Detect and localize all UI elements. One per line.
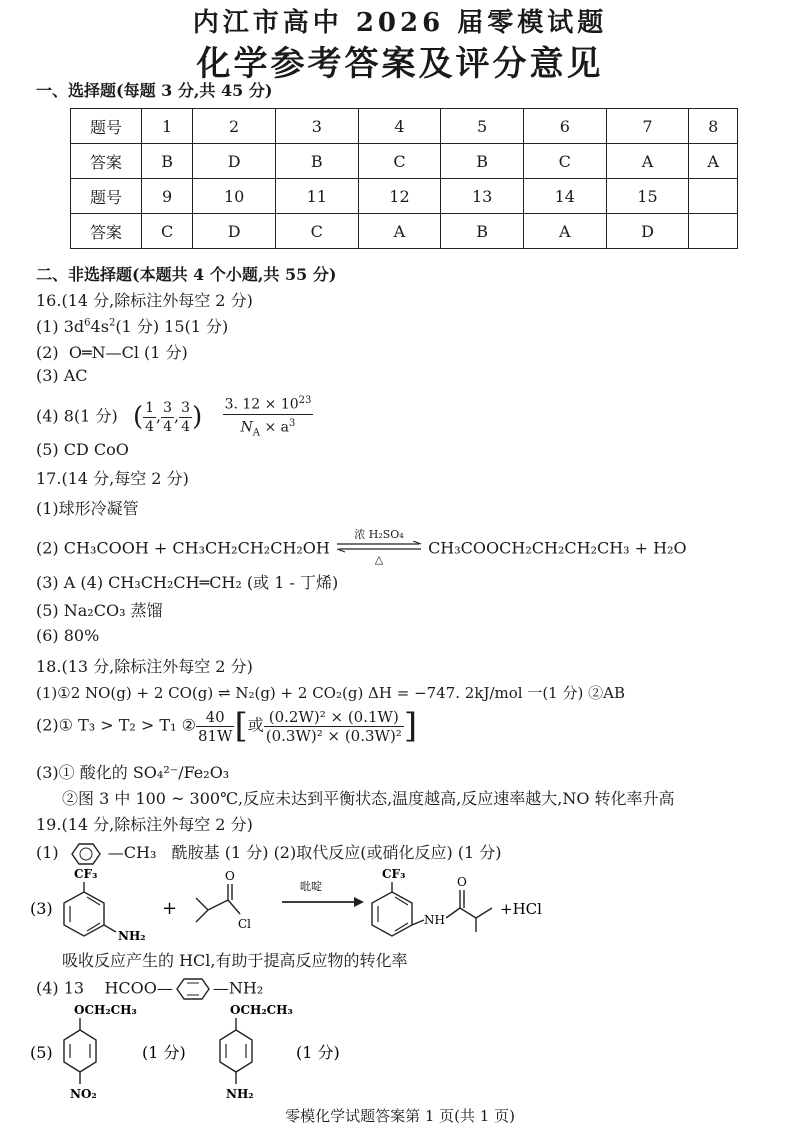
svg-text:NO₂: NO₂ (70, 1087, 97, 1101)
benzene-ring-icon (173, 978, 213, 1000)
answer-cell: C (275, 214, 358, 249)
svg-text:(1 分): (1 分) (142, 1043, 186, 1062)
answer-cell: D (193, 144, 276, 179)
svg-text:+: + (162, 898, 178, 919)
q18-part3-explanation: ②图 3 中 100 ~ 300℃,反应未达到平衡状态,温度越高,反应速率越大,NO 转化率升高 (62, 789, 675, 808)
answer-cell: A (358, 214, 441, 249)
question-number: 4 (358, 109, 441, 144)
kp-fraction: $\frac{40}{81W}$ (197, 707, 233, 745)
svg-text:CF₃: CF₃ (382, 867, 406, 881)
svg-text:Cl: Cl (238, 917, 252, 931)
q17-part1: (1)球形冷凝管 (36, 499, 139, 518)
equilibrium-arrow-icon (335, 541, 423, 553)
svg-text:吡啶: 吡啶 (300, 880, 322, 893)
amide-formation-scheme (30, 862, 610, 944)
question-number: 13 (441, 179, 524, 214)
answer-cell: D (606, 214, 689, 249)
q16-header: 16.(14 分,除标注外每空 2 分) (36, 291, 253, 310)
question-number: 11 (275, 179, 358, 214)
svg-text:OCH₂CH₃: OCH₂CH₃ (230, 1003, 293, 1017)
section-one-heading: 一、选择题(每题 3 分,共 45 分) (36, 81, 273, 100)
question-number: 6 (523, 109, 606, 144)
row-label: 答案 (71, 144, 142, 179)
q19-header: 19.(14 分,除标注外每空 2 分) (36, 815, 253, 834)
svg-text:NH₂: NH₂ (118, 929, 146, 943)
q16-part2: (2) O═N—Cl (1 分) (36, 343, 188, 362)
svg-text:CF₃: CF₃ (74, 867, 98, 881)
question-number: 2 (193, 109, 276, 144)
answer-cell: A (523, 214, 606, 249)
table-row (71, 214, 738, 249)
answer-cell: B (275, 144, 358, 179)
table-row (71, 179, 738, 214)
answer-cell: A (606, 144, 689, 179)
q16-part1: (1) $3d^64s^2(1$ 分) 15(1 分) (36, 317, 229, 336)
q18-part2: (2)① T₃ > T₂ > T₁ ② $\frac{40}{81W}$ [或 $\frac{\text{(0.2W)² × (0.1W)}}{\text{(0.3W)² × (0.3W)²}}$ ] (36, 706, 418, 746)
svg-text:(1 分): (1 分) (296, 1043, 340, 1062)
q17-part2-equation: (2) CH₃COOH + CH₃CH₂CH₂CH₂OH 浓 H₂SO₄ △ CH₃COOCH₂CH₂CH₂CH₃ + H₂O (36, 528, 687, 566)
question-number: 9 (142, 179, 193, 214)
nocl-formula: O═N—Cl (68, 343, 139, 362)
q18-part3: (3)① 酸化的 SO₄²⁻/Fe₂O₃ (36, 763, 230, 782)
svg-text:+HCl: +HCl (500, 900, 542, 918)
question-number: 7 (606, 109, 689, 144)
svg-text:NH: NH (424, 913, 445, 927)
answer-cell (689, 214, 738, 249)
answer-cell: C (142, 214, 193, 249)
q19-part4: (4) 13 HCOO— —NH₂ (36, 978, 263, 1000)
svg-text:O: O (457, 875, 467, 889)
fraction: $\frac{1}{4}$ (145, 399, 155, 435)
answer-table (70, 108, 738, 249)
answer-cell: B (142, 144, 193, 179)
q17-part3-4: (3) A (4) CH₃CH₂CH═CH₂ (或 1 - 丁烯) (36, 573, 339, 592)
page-footer: 零模化学试题答案第 1 页(共 1 页) (285, 1107, 515, 1125)
row-label: 题号 (71, 109, 142, 144)
question-number: 14 (523, 179, 606, 214)
question-number: 8 (689, 109, 738, 144)
fraction: $\frac{3}{4}$ (163, 399, 173, 435)
row-label: 题号 (71, 179, 142, 214)
reversible-arrow: 浓 H₂SO₄ △ (335, 538, 423, 560)
fraction: $\frac{3}{4}$ (181, 399, 191, 435)
q16-part3: (3) AC (36, 366, 88, 385)
question-number: 12 (358, 179, 441, 214)
section-two-heading: 二、非选择题(本题共 4 个小题,共 55 分) (36, 265, 337, 284)
density-fraction: $\frac{3. 12 \times 10^{23}}{N_A \times a^3}$ (223, 392, 314, 442)
question-number: 10 (193, 179, 276, 214)
answer-cell: C (358, 144, 441, 179)
q19-part3-note: 吸收反应产生的 HCl,有助于提高反应物的转化率 (62, 951, 408, 970)
answer-key-title: 化学参考答案及评分意见 (196, 44, 604, 84)
question-number: 15 (606, 179, 689, 214)
table-row (71, 144, 738, 179)
exam-title: 内江市高中 2026 届零模试题 (192, 8, 608, 38)
svg-text:(5): (5) (30, 1043, 53, 1062)
q18-header: 18.(13 分,除标注外每空 2 分) (36, 657, 253, 676)
isomer-structures (30, 1000, 430, 1104)
q17-header: 17.(14 分,每空 2 分) (36, 469, 189, 488)
row-label: 答案 (71, 214, 142, 249)
svg-text:O: O (225, 869, 235, 883)
svg-text:(3): (3) (30, 899, 53, 918)
answer-cell: C (523, 144, 606, 179)
table-row (71, 109, 738, 144)
svg-text:OCH₂CH₃: OCH₂CH₃ (74, 1003, 137, 1017)
question-number: 1 (142, 109, 193, 144)
question-number (689, 179, 738, 214)
q18-part1: (1)①2 NO(g) + 2 CO(g) ⇌ N₂(g) + 2 CO₂(g) ΔH = −747. 2kJ/mol 一(1 分) ②AB (36, 684, 625, 702)
question-number: 3 (275, 109, 358, 144)
q17-part6: (6) 80% (36, 626, 100, 645)
q16-part5: (5) CD CoO (36, 440, 129, 459)
q17-part5: (5) Na₂CO₃ 蒸馏 (36, 601, 163, 620)
kp-expression: $\frac{\text{(0.2W)² × (0.1W)}}{\text{(0.3W)² × (0.3W)²}}$ (265, 707, 402, 745)
answer-cell: B (441, 144, 524, 179)
question-number: 5 (441, 109, 524, 144)
answer-cell: B (441, 214, 524, 249)
q19-part1-2: (1) —CH₃ 酰胺基 (1 分) (2)取代反应(或硝化反应) (1 分) (36, 840, 502, 866)
answer-cell: A (689, 144, 738, 179)
q16-part4: (4) 8(1 分) ( $\frac{1}{4}$ , $\frac{3}{4}$ , $\frac{3}{4}$ ) $\frac{3. 12 \times 10^{23}}{N_A \times a^3}$ (36, 392, 313, 442)
answer-cell: D (193, 214, 276, 249)
svg-text:NH₂: NH₂ (226, 1087, 254, 1101)
